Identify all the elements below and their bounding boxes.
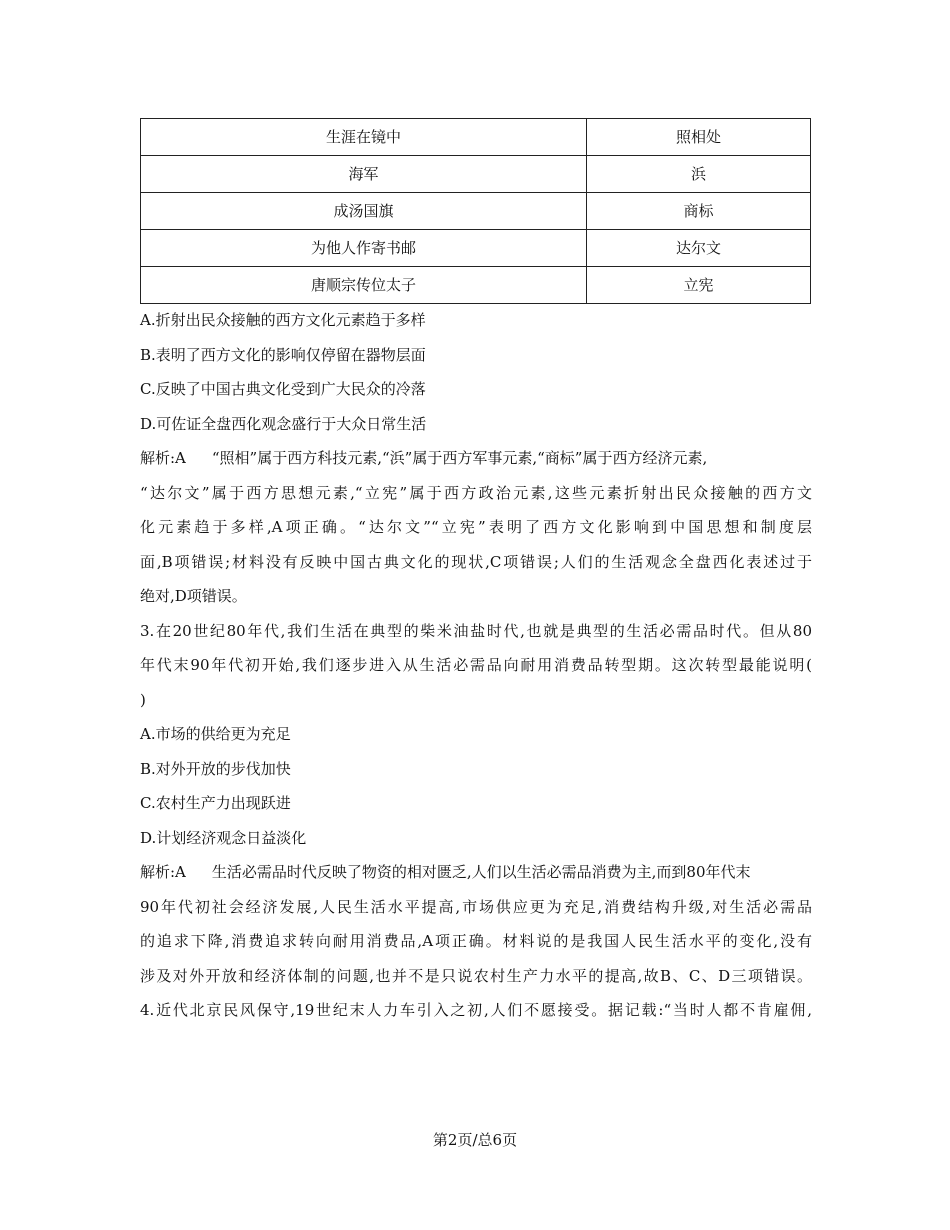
q3-stem-line: 3.在20世纪80年代,我们生活在典型的柴米油盐时代,也就是典型的生活必需品时代。但从80 (140, 621, 812, 640)
table-cell: 成汤国旗 (141, 193, 587, 230)
table-cell: 海军 (141, 156, 587, 193)
q4-stem-line: 4.近代北京民风保守,19世纪末人力车引入之初,人们不愿接受。据记载:“当时人都不肯雇佣, (140, 1001, 812, 1019)
q2-option-c: C.反映了中国古典文化受到广大民众的冷落 (140, 380, 426, 398)
q2-analysis-line: 面,B项错误;材料没有反映中国古典文化的现状,C项错误;人们的生活观念全盘西化表述过于 (140, 552, 812, 571)
q3-analysis-line: 90年代初社会经济发展,人民生活水平提高,市场供应更为充足,消费结构升级,对生活必需品 (140, 897, 812, 916)
q3-analysis-label: 解析:A (140, 863, 186, 881)
q2-analysis-line (140, 441, 812, 476)
q2-option-b: B.表明了西方文化的影响仅停留在器物层面 (140, 345, 426, 364)
table-cell: 商标 (587, 193, 811, 230)
table-cell: 达尔文 (587, 230, 811, 267)
page-number: 第2页/总6页 (432, 1131, 518, 1149)
term-comparison-table (140, 118, 811, 304)
table-cell: 生涯在镜中 (141, 119, 587, 156)
q3-analysis-line: 的追求下降,消费追求转向耐用消费品,A项正确。材料说的是我国人民生活水平的变化,没有 (140, 932, 812, 950)
q3-analysis-line: 涉及对外开放和经济体制的问题,也并不是只说农村生产力水平的提高,故B、C、D三项错误。 (140, 966, 812, 985)
table-cell: 照相处 (587, 119, 811, 156)
table-row (141, 156, 811, 193)
q3-analysis-text: 生活必需品时代反映了物资的相对匮乏,人们以生活必需品消费为主,而到80年代末 (211, 863, 751, 881)
q2-analysis-text: “照相”属于西方科技元素,“浜”属于西方军事元素,“商标”属于西方经济元素, (211, 449, 708, 467)
table-row (141, 119, 811, 156)
q2-option-d: D.可佐证全盘西化观念盛行于大众日常生活 (140, 414, 427, 433)
q2-analysis-line: 化元素趋于多样,A项正确。“达尔文”“立宪”表明了西方文化影响到中国思想和制度层 (140, 518, 812, 536)
table-row (141, 193, 811, 230)
table-row (141, 267, 811, 304)
q3-option-c: C.农村生产力出现跃进 (140, 794, 291, 812)
q3-stem-line: 年代末90年代初开始,我们逐步进入从生活必需品向耐用消费品转型期。这次转型最能说明( (140, 656, 812, 674)
table-cell: 立宪 (587, 267, 811, 304)
table-cell: 唐顺宗传位太子 (141, 267, 587, 304)
q3-option-a: A.市场的供给更为充足 (140, 725, 291, 743)
table-row (141, 230, 811, 267)
q3-option-d: D.计划经济观念日益淡化 (140, 828, 307, 847)
q2-option-a: A.折射出民众接触的西方文化元素趋于多样 (140, 311, 426, 329)
q2-analysis-line: “达尔文”属于西方思想元素,“立宪”属于西方政治元素,这些元素折射出民众接触的西方文 (140, 483, 812, 502)
q3-stem-line: ) (140, 690, 146, 709)
question-content (140, 303, 812, 1028)
q2-analysis-label: 解析:A (140, 449, 186, 467)
table-cell: 浜 (587, 156, 811, 193)
q2-analysis-line: 绝对,D项错误。 (140, 587, 247, 605)
q3-option-b: B.对外开放的步伐加快 (140, 759, 291, 778)
q3-analysis-line (140, 855, 812, 890)
table-cell: 为他人作寄书邮 (141, 230, 587, 267)
